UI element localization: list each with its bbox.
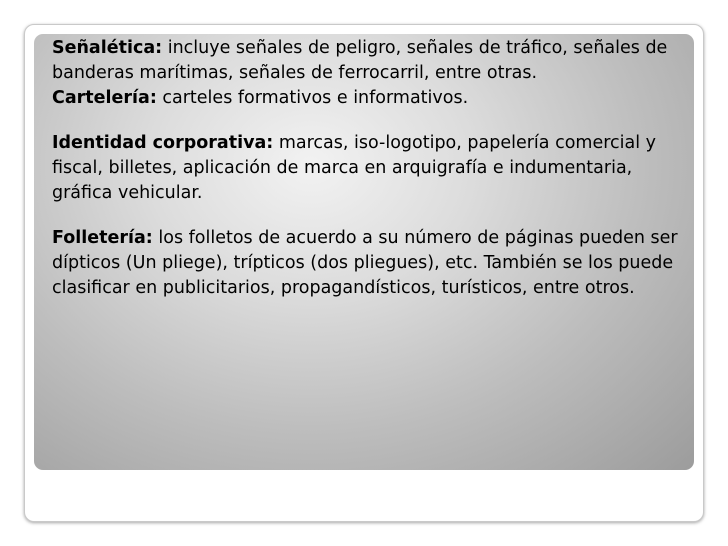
paragraph-identidad-corporativa <box>52 131 694 206</box>
desc-senaletica: incluye señales de peligro, señales de tráfico, señales de banderas marítimas, señales de ferrocarril, entre otras. <box>52 38 668 83</box>
desc-folleteria: los folletos de acuerdo a su número de páginas pueden ser dípticos (Un pliege), trípticos (dos pliegues), etc. También se los puede clasificar en publicitarios, propagandísticos, turísticos, entre otros. <box>52 228 678 298</box>
term-identidad-corporativa: Identidad corporativa: <box>52 133 274 153</box>
content-panel <box>34 34 694 470</box>
term-senaletica: Señalética: <box>52 38 163 58</box>
desc-carteleria: carteles formativos e informativos. <box>156 88 469 108</box>
desc-identidad-corporativa: marcas, iso-logotipo, papelería comercial y fiscal, billetes, aplicación de marca en arquigrafía e indumentaria, gráfica vehicular. <box>52 133 657 203</box>
paragraph-carteleria <box>52 86 694 111</box>
term-carteleria: Cartelería: <box>52 88 157 108</box>
slide-body-text <box>52 36 694 301</box>
paragraph-senaletica <box>52 36 694 86</box>
term-folleteria: Folletería: <box>52 228 153 248</box>
paragraph-folleteria <box>52 226 694 301</box>
